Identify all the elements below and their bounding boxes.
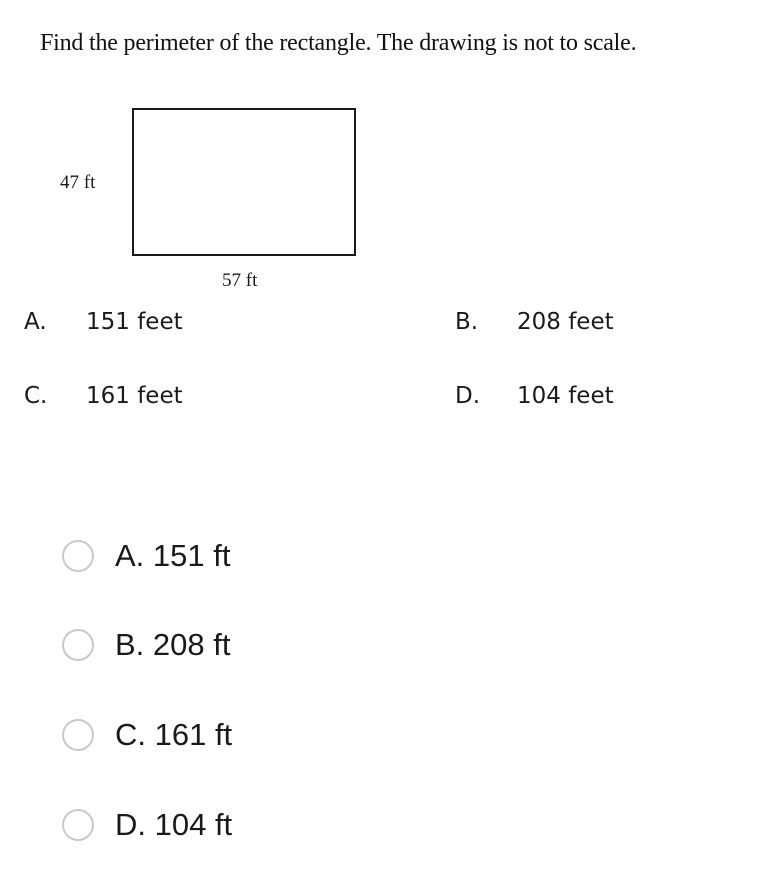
radio-button-a[interactable] [62, 540, 94, 572]
printed-choice-letter: C. [24, 383, 48, 409]
answer-option-c[interactable] [62, 715, 232, 755]
printed-choice-letter: A. [24, 309, 47, 335]
rectangle-bottom-label: 57 ft [222, 270, 258, 291]
rectangle-figure [132, 108, 356, 256]
answer-option-label[interactable]: D. 104 ft [115, 807, 233, 842]
printed-choice-text: 161 feet [86, 383, 183, 409]
radio-button-c[interactable] [62, 719, 94, 751]
answer-option-label[interactable]: C. 161 ft [115, 717, 233, 752]
printed-choice-text: 151 feet [86, 309, 183, 335]
question-text: Find the perimeter of the rectangle. The drawing is not to scale. [40, 30, 637, 56]
answer-option-a[interactable] [62, 536, 230, 576]
answer-option-b[interactable] [62, 625, 230, 665]
printed-choice-text: 104 feet [517, 383, 614, 409]
radio-button-d[interactable] [62, 809, 94, 841]
radio-button-b[interactable] [62, 629, 94, 661]
printed-choice-letter: D. [455, 383, 481, 409]
answer-option-label[interactable]: A. 151 ft [115, 538, 231, 573]
printed-choice-letter: B. [455, 309, 479, 335]
printed-choice-text: 208 feet [517, 309, 614, 335]
rectangle-side-label: 47 ft [60, 172, 96, 193]
answer-option-label[interactable]: B. 208 ft [115, 627, 231, 662]
answer-option-d[interactable] [62, 805, 232, 845]
